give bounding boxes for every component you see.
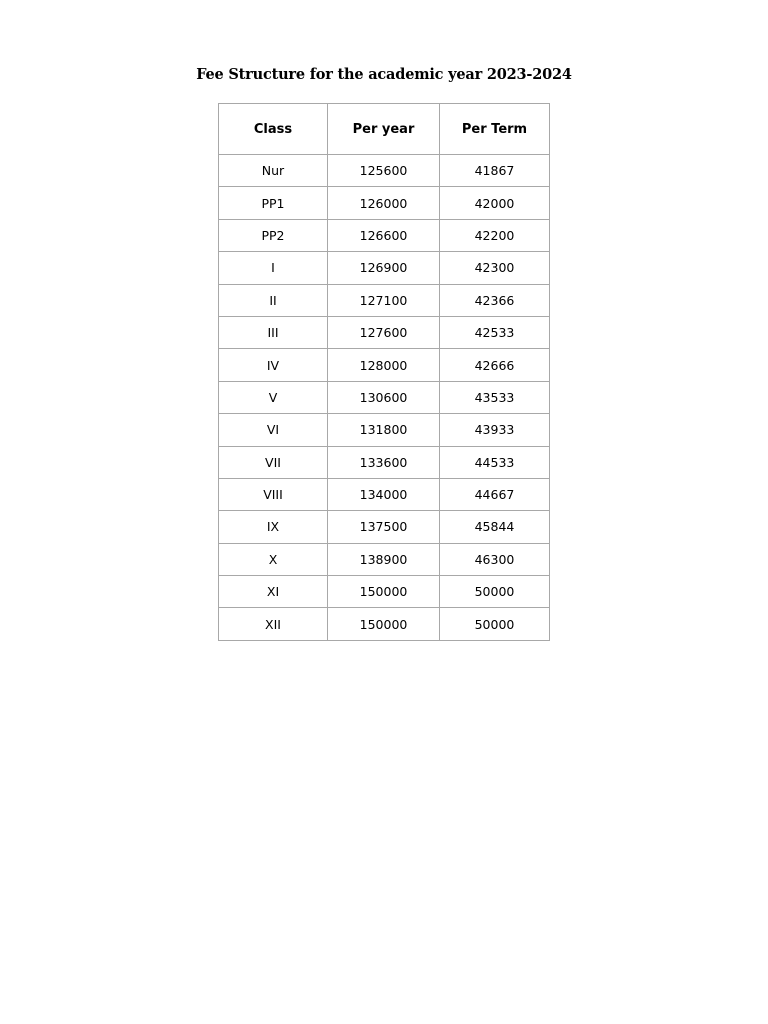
cell-per-term: 43533: [440, 381, 550, 413]
cell-per-year: 127600: [328, 316, 440, 348]
cell-class: VI: [219, 414, 328, 446]
cell-class: XII: [219, 608, 328, 640]
cell-class: IV: [219, 349, 328, 381]
cell-per-year: 126600: [328, 219, 440, 251]
cell-per-year: 134000: [328, 478, 440, 510]
table-row: [219, 511, 550, 543]
cell-per-year: 150000: [328, 576, 440, 608]
cell-per-year: 125600: [328, 155, 440, 187]
cell-per-term: 42666: [440, 349, 550, 381]
cell-class: I: [219, 252, 328, 284]
cell-per-year: 150000: [328, 608, 440, 640]
header-per-term: Per Term: [440, 104, 550, 155]
cell-per-year: 126000: [328, 187, 440, 219]
cell-per-term: 50000: [440, 608, 550, 640]
cell-per-term: 50000: [440, 576, 550, 608]
cell-per-year: 137500: [328, 511, 440, 543]
table-row: [219, 349, 550, 381]
cell-per-year: 131800: [328, 414, 440, 446]
cell-per-term: 42300: [440, 252, 550, 284]
cell-per-year: 128000: [328, 349, 440, 381]
fee-table: [218, 103, 550, 641]
cell-class: XI: [219, 576, 328, 608]
cell-per-year: 130600: [328, 381, 440, 413]
cell-per-term: 42200: [440, 219, 550, 251]
table-row: [219, 316, 550, 348]
table-row: [219, 252, 550, 284]
cell-class: VIII: [219, 478, 328, 510]
table-header-row: [219, 104, 550, 155]
cell-class: V: [219, 381, 328, 413]
page-title: Fee Structure for the academic year 2023-2024: [196, 66, 572, 83]
table-row: [219, 446, 550, 478]
cell-per-year: 127100: [328, 284, 440, 316]
table-row: [219, 543, 550, 575]
cell-class: Nur: [219, 155, 328, 187]
table-row: [219, 155, 550, 187]
cell-class: III: [219, 316, 328, 348]
cell-class: IX: [219, 511, 328, 543]
cell-per-term: 44533: [440, 446, 550, 478]
table-row: [219, 284, 550, 316]
table-row: [219, 608, 550, 640]
cell-per-year: 126900: [328, 252, 440, 284]
cell-class: PP1: [219, 187, 328, 219]
header-class: Class: [219, 104, 328, 155]
table-row: [219, 576, 550, 608]
cell-class: X: [219, 543, 328, 575]
cell-class: VII: [219, 446, 328, 478]
cell-per-term: 45844: [440, 511, 550, 543]
table-row: [219, 414, 550, 446]
cell-per-term: 44667: [440, 478, 550, 510]
cell-per-term: 46300: [440, 543, 550, 575]
table-row: [219, 381, 550, 413]
cell-per-term: 42366: [440, 284, 550, 316]
cell-class: II: [219, 284, 328, 316]
cell-per-term: 42000: [440, 187, 550, 219]
cell-per-year: 138900: [328, 543, 440, 575]
cell-per-term: 42533: [440, 316, 550, 348]
cell-per-term: 41867: [440, 155, 550, 187]
cell-per-year: 133600: [328, 446, 440, 478]
cell-class: PP2: [219, 219, 328, 251]
cell-per-term: 43933: [440, 414, 550, 446]
table-row: [219, 478, 550, 510]
header-per-year: Per year: [328, 104, 440, 155]
table-row: [219, 187, 550, 219]
table-row: [219, 219, 550, 251]
